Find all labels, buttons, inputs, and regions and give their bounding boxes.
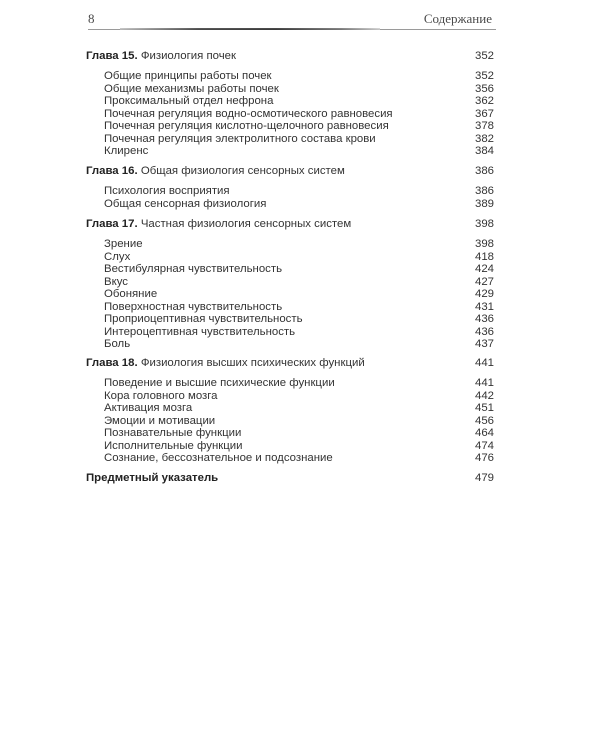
chapter-heading	[86, 217, 351, 231]
entry-page: 398	[474, 238, 494, 250]
toc-index	[86, 471, 494, 485]
chapter-page: 386	[474, 165, 494, 177]
entry-title: Общая сенсорная физиология	[104, 197, 267, 210]
toc-chapter-18	[86, 356, 494, 370]
entry-title: Боль	[104, 338, 131, 350]
entry-title: Клиренс	[104, 145, 149, 157]
entry-title: Общие механизмы работы почек	[104, 82, 279, 95]
entry-page: 427	[474, 275, 494, 288]
entry-title: Почечная регуляция водно-осмотического равновесия	[104, 107, 393, 120]
entry-title: Сознание, бессознательное и подсознание	[104, 452, 333, 464]
entry-page: 442	[474, 389, 494, 402]
entry-page: 456	[474, 414, 494, 427]
chapter-page: 441	[474, 357, 494, 369]
section-title: Содержание	[423, 11, 492, 26]
entry-page: 424	[474, 263, 494, 275]
chapter-number: Глава 17.	[86, 218, 138, 230]
entry-page: 451	[474, 402, 494, 414]
entry-page: 386	[474, 185, 494, 197]
entry-title: Почечная регуляция кислотно-щелочного равновесия	[104, 120, 389, 132]
chapter-number: Глава 15.	[86, 50, 138, 62]
entry-page: 431	[474, 300, 494, 313]
chapter-number: Глава 18.	[86, 357, 138, 369]
page-number: 8	[88, 11, 95, 26]
chapter-title: Физиология высших психических функций	[140, 357, 365, 369]
entry-title: Психология восприятия	[104, 185, 230, 197]
entry-page: 476	[474, 452, 494, 464]
entry-page: 464	[474, 427, 494, 439]
toc-chapter-16	[86, 164, 494, 178]
entry-page: 356	[474, 82, 494, 95]
chapter-number: Глава 16.	[86, 165, 138, 177]
entry-title: Зрение	[104, 238, 143, 250]
toc-entry	[86, 144, 494, 158]
toc-entry	[86, 337, 494, 351]
entry-page: 429	[474, 288, 494, 300]
chapter-title: Общая физиология сенсорных систем	[140, 165, 345, 177]
entry-title: Вкус	[104, 275, 128, 288]
chapter-heading	[86, 356, 365, 370]
chapter-heading	[86, 49, 236, 63]
entry-title: Интероцептивная чувствительность	[104, 325, 296, 338]
entry-page: 474	[474, 439, 494, 452]
entry-title: Проприоцептивная чувствительность	[104, 313, 303, 325]
entry-title: Общие принципы работы почек	[104, 70, 272, 82]
toc-chapter-17	[86, 217, 494, 231]
chapter-title: Физиология почек	[140, 50, 236, 62]
entry-title: Поведение и высшие психические функции	[104, 377, 335, 389]
entry-page: 362	[474, 95, 494, 107]
entry-title: Кора головного мозга	[104, 389, 218, 402]
entry-page: 367	[474, 107, 494, 120]
entry-title: Эмоции и мотивации	[104, 414, 216, 427]
entry-title: Активация мозга	[104, 402, 193, 414]
entry-title: Вестибулярная чувствительность	[104, 263, 283, 275]
entry-title: Почечная регуляция электролитного состава крови	[104, 132, 376, 145]
index-heading	[86, 471, 218, 485]
chapter-heading	[86, 164, 345, 178]
chapter-page: 398	[474, 218, 494, 230]
toc-chapter-15	[86, 49, 494, 63]
entry-page: 436	[474, 313, 494, 325]
entry-title: Исполнительные функции	[104, 439, 243, 452]
index-page: 479	[474, 472, 494, 484]
entry-page: 384	[474, 145, 494, 157]
entry-page: 436	[474, 325, 494, 338]
index-title: Предметный указатель	[86, 472, 219, 484]
entry-page: 437	[474, 338, 494, 350]
entry-page: 418	[474, 250, 494, 263]
entry-title: Познавательные функции	[104, 427, 242, 439]
entry-page: 382	[474, 132, 494, 145]
entry-page: 378	[474, 120, 494, 132]
entry-page: 389	[474, 197, 494, 210]
entry-page: 441	[474, 377, 494, 389]
entry-page: 352	[474, 70, 494, 82]
entry-title: Слух	[104, 250, 131, 263]
chapter-page: 352	[474, 50, 494, 62]
toc-entry	[86, 197, 494, 211]
entry-title: Поверхностная чувствительность	[104, 300, 283, 313]
entry-title: Проксимальный отдел нефрона	[104, 95, 274, 107]
entry-title: Обоняние	[104, 288, 158, 300]
chapter-title: Частная физиология сенсорных систем	[140, 218, 352, 230]
toc-entry	[86, 451, 494, 465]
